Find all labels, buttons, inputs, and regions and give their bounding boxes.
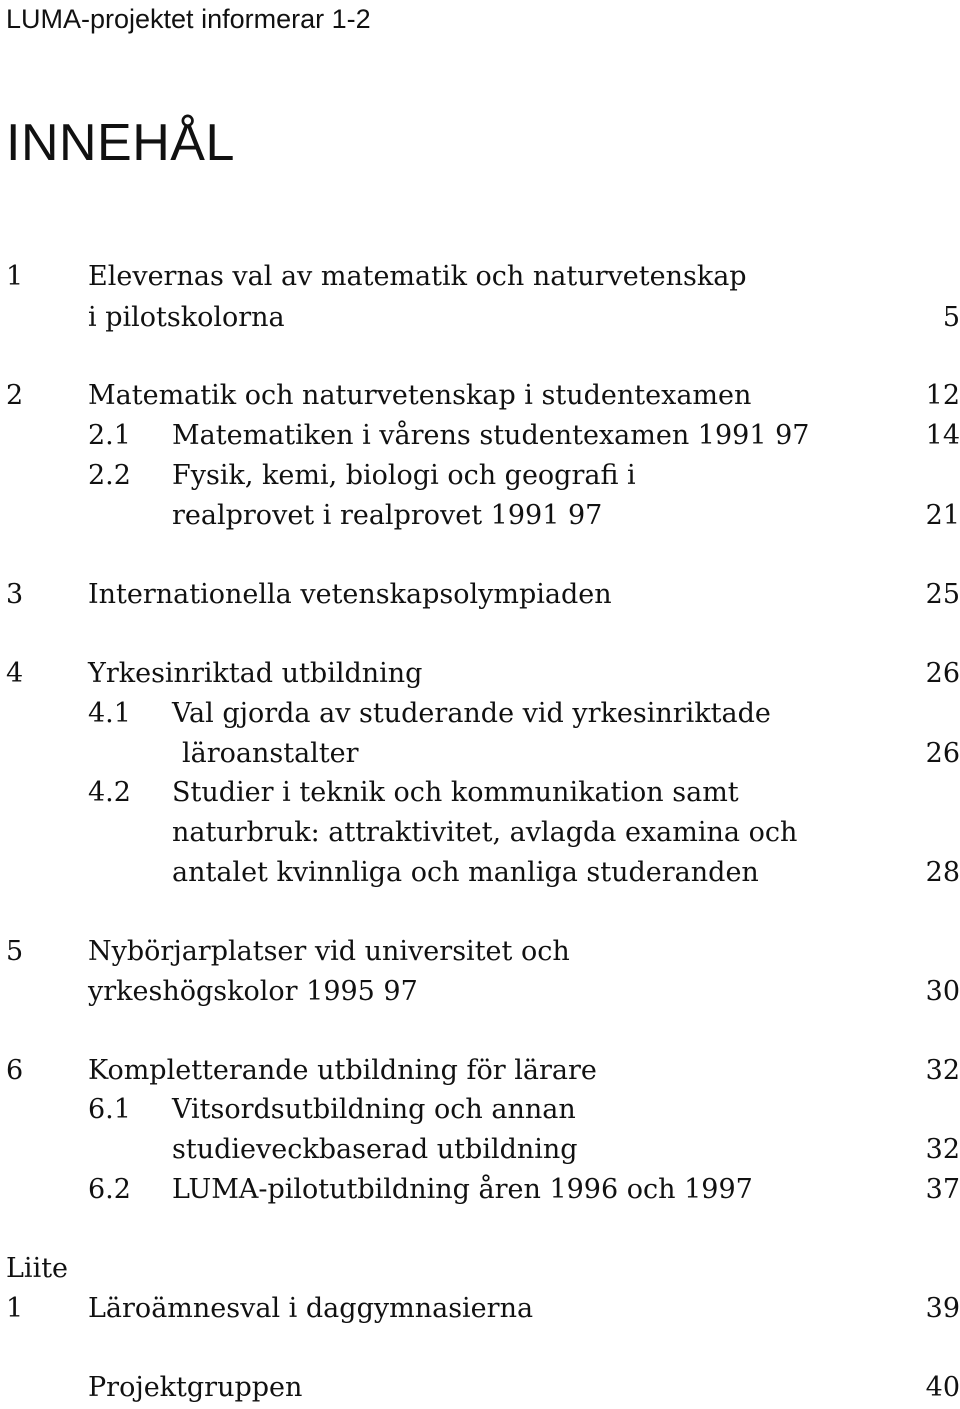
toc-entry-2-2 xyxy=(0,456,960,496)
toc-page-number: 39 xyxy=(925,1293,960,1324)
page-title: INNEHÅL xyxy=(6,114,235,172)
toc-title-continued: studieveckbaserad utbildning xyxy=(172,1134,578,1165)
toc-entry-4-2-cont2 xyxy=(0,853,960,893)
toc-entry-6-1 xyxy=(0,1090,960,1130)
toc-page-number: 5 xyxy=(942,302,960,333)
toc-title: Kompletterande utbildning för lärare xyxy=(88,1055,597,1086)
toc-page-number: 14 xyxy=(925,420,960,451)
toc-title-continued: i pilotskolorna xyxy=(88,302,285,333)
toc-page-number: 37 xyxy=(925,1174,960,1205)
toc-number: 4.1 xyxy=(88,698,131,729)
toc-page-number: 32 xyxy=(925,1134,960,1165)
toc-entry-2-1 xyxy=(0,416,960,456)
toc-title: Matematik och naturvetenskap i studentexamen xyxy=(88,380,752,411)
toc-title: Yrkesinriktad utbildning xyxy=(88,658,423,689)
toc-entry-5-cont xyxy=(0,972,960,1012)
toc-number: 6 xyxy=(6,1055,24,1086)
toc-page-number: 40 xyxy=(925,1372,960,1403)
toc-entry-5 xyxy=(0,932,960,972)
toc-page-number: 26 xyxy=(925,738,960,769)
toc-number: 4.2 xyxy=(88,777,131,808)
appendix-heading xyxy=(0,1249,960,1289)
toc-title: Vitsordsutbildning och annan xyxy=(172,1094,576,1125)
toc-entry-4-2 xyxy=(0,773,960,813)
toc-number: 3 xyxy=(6,579,24,610)
toc-entry-4 xyxy=(0,654,960,694)
toc-title: Matematiken i vårens studentexamen 1991 97 xyxy=(172,420,810,451)
toc-entry-6-1-cont xyxy=(0,1130,960,1170)
toc-title-continued: antalet kvinnliga och manliga studeranden xyxy=(172,857,759,888)
toc-title: LUMA-pilotutbildning åren 1996 och 1997 xyxy=(172,1174,753,1205)
toc-number: 6.2 xyxy=(88,1174,131,1205)
toc-title: Val gjorda av studerande vid yrkesinriktade xyxy=(172,698,771,729)
toc-entry-1 xyxy=(0,257,960,297)
toc-entry-2 xyxy=(0,376,960,416)
toc-title: Fysik, kemi, biologi och geografi i xyxy=(172,460,636,491)
toc-title: Studier i teknik och kommunikation samt xyxy=(172,777,739,808)
toc-number: 4 xyxy=(6,658,24,689)
toc-page-number: 12 xyxy=(925,380,960,411)
toc-page-number: 32 xyxy=(925,1055,960,1086)
toc-entry-6 xyxy=(0,1051,960,1091)
toc-entry-4-2-cont1 xyxy=(0,813,960,853)
toc-page-number: 30 xyxy=(925,976,960,1007)
toc-number: 2 xyxy=(6,380,24,411)
toc-title: Läroämnesval i daggymnasierna xyxy=(88,1293,534,1324)
toc-entry-1-cont xyxy=(0,298,960,338)
toc-number: 1 xyxy=(6,261,24,292)
toc-title: Projektgruppen xyxy=(88,1372,303,1403)
toc-number: 2.1 xyxy=(88,420,131,451)
toc-title-continued: läroanstalter xyxy=(182,738,359,769)
toc-entry-2-2-cont xyxy=(0,496,960,536)
toc-entry-6-2 xyxy=(0,1170,960,1210)
toc-number: 2.2 xyxy=(88,460,131,491)
toc-title: Internationella vetenskapsolympiaden xyxy=(88,579,612,610)
toc-title: Elevernas val av matematik och naturvetenskap xyxy=(88,261,747,292)
toc-entry-4-1-cont xyxy=(0,734,960,774)
toc-title-continued: yrkeshögskolor 1995 97 xyxy=(88,976,418,1007)
toc-title-continued: realprovet i realprovet 1991 97 xyxy=(172,500,603,531)
toc-entry-3 xyxy=(0,575,960,615)
toc-entry-project-group xyxy=(0,1368,960,1408)
toc-number: 1 xyxy=(6,1293,24,1324)
toc-number: 5 xyxy=(6,936,24,967)
appendix-label: Liite xyxy=(6,1253,69,1284)
toc-entry-appendix-1 xyxy=(0,1289,960,1329)
running-header: LUMA-projektet informerar 1-2 xyxy=(6,4,371,34)
toc-number: 6.1 xyxy=(88,1094,131,1125)
toc-page-number: 28 xyxy=(925,857,960,888)
toc-title-continued: naturbruk: attraktivitet, avlagda examina och xyxy=(172,817,798,848)
toc-page-number: 26 xyxy=(925,658,960,689)
toc-entry-4-1 xyxy=(0,694,960,734)
toc-page-number: 21 xyxy=(925,500,960,531)
toc-title: Nybörjarplatser vid universitet och xyxy=(88,936,570,967)
toc-page-number: 25 xyxy=(925,579,960,610)
